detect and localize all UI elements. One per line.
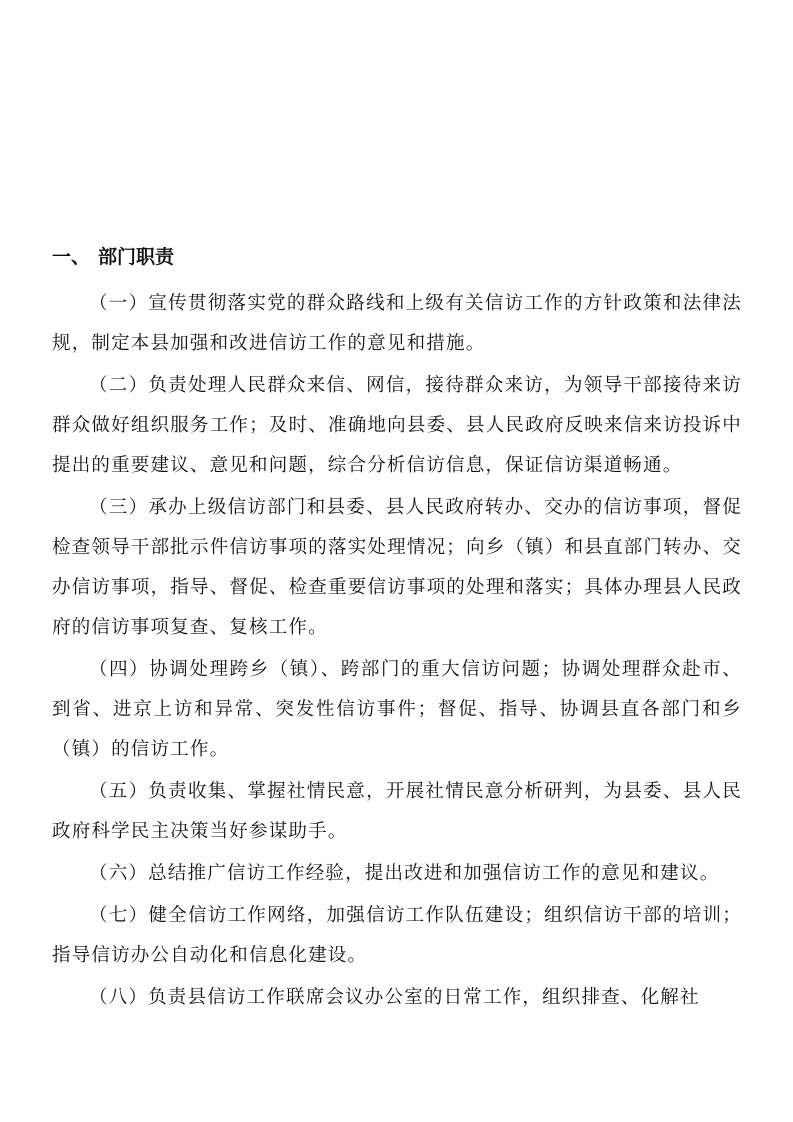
section-heading xyxy=(52,238,742,276)
paragraph-3: （三）承办上级信访部门和县委、县人民政府转办、交办的信访事项，督促检查领导干部批示件信访事项的落实处理情况；向乡（镇）和县直部门转办、交办信访事项，指导、督促、检查重要信访事项的处理和落实；具体办理县人民政府的信访事项复查、复核工作。 xyxy=(52,497,742,638)
paragraph-4: （四）协调处理跨乡（镇）、跨部门的重大信访问题；协调处理群众赴市、到省、进京上访和异常、突发性信访事件；督促、指导、协调县直各部门和乡（镇）的信访工作。 xyxy=(52,659,742,760)
section-title: 部门职责 xyxy=(98,246,175,268)
paragraph-6: （六）总结推广信访工作经验，提出改进和加强信访工作的意见和建议。 xyxy=(89,863,720,884)
paragraph-1: （一）宣传贯彻落实党的群众路线和上级有关信访工作的方针政策和法律法规，制定本县加强和改进信访工作的意见和措施。 xyxy=(52,293,742,354)
paragraph-2: （二）负责处理人民群众来信、网信，接待群众来访，为领导干部接待来访群众做好组织服务工作；及时、准确地向县委、县人民政府反映来信来访投诉中提出的重要建议、意见和问题，综合分析信访信息，保证信访渠道畅通。 xyxy=(52,375,742,476)
paragraph-5: （五）负责收集、掌握社情民意，开展社情民意分析研判，为县委、县人民政府科学民主决策当好参谋助手。 xyxy=(52,781,742,842)
paragraph-7: （七）健全信访工作网络，加强信访工作队伍建设；组织信访干部的培训；指导信访办公自动化和信息化建设。 xyxy=(52,905,742,966)
paragraph-8: （八）负责县信访工作联席会议办公室的日常工作，组织排查、化解社 xyxy=(89,987,700,1008)
document-page xyxy=(52,238,742,1018)
section-number: 一、 xyxy=(52,246,91,268)
